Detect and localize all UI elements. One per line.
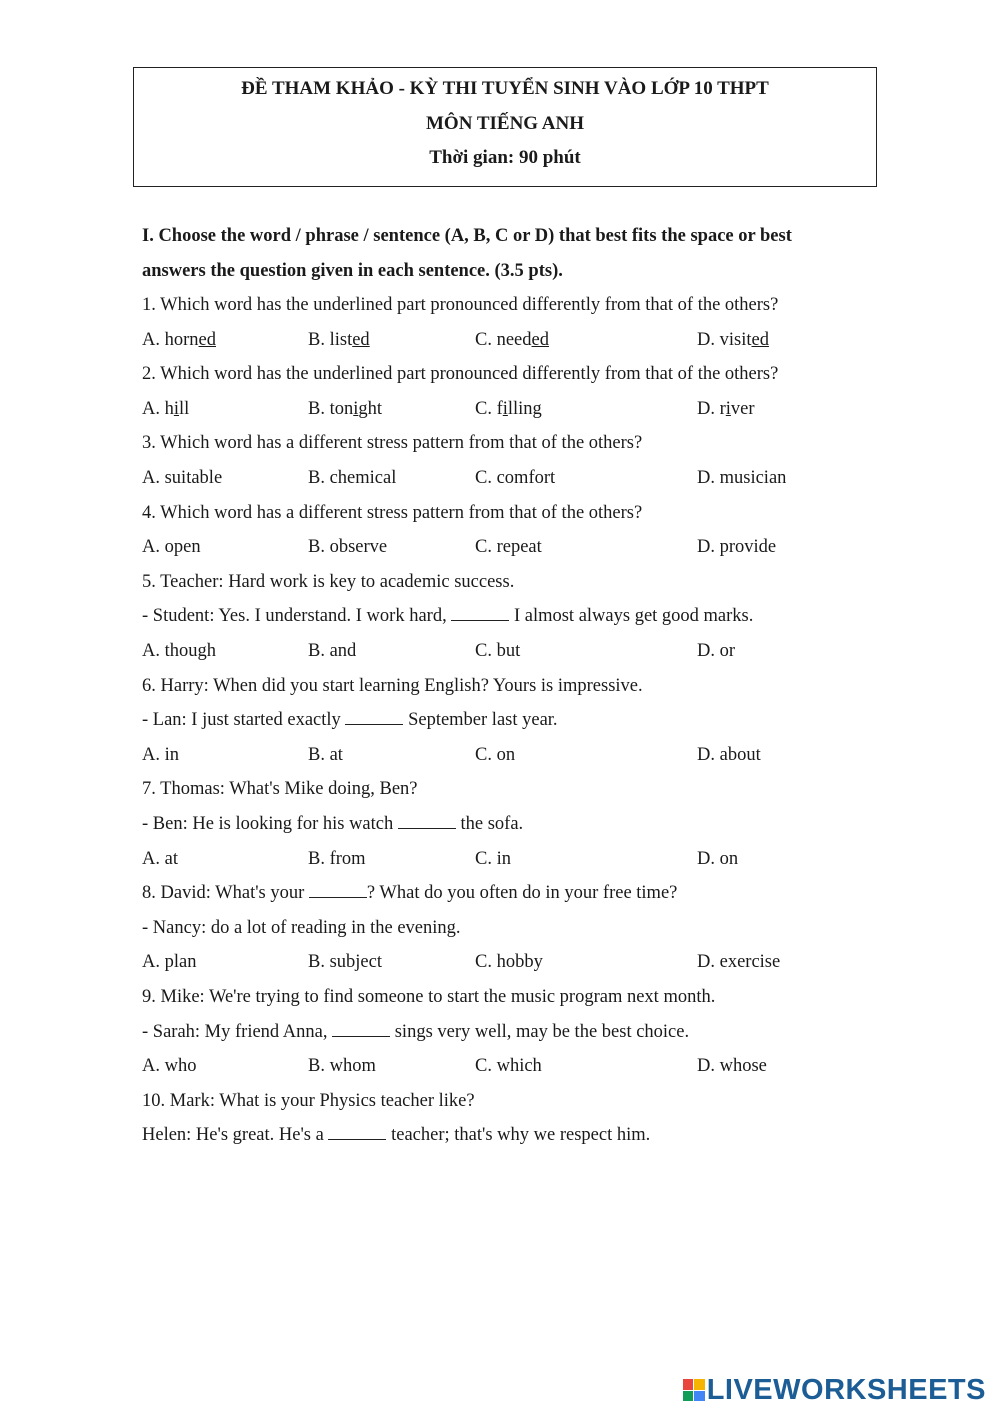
- dialogue-text: Helen: He's great. He's a: [142, 1125, 329, 1146]
- answer-option[interactable]: [697, 849, 738, 870]
- question-text-part: ? What do you often do in your free time?: [366, 883, 678, 904]
- option-text: D. provide: [697, 537, 777, 558]
- dialogue-line: [142, 1125, 650, 1146]
- answer-option[interactable]: [308, 952, 382, 973]
- option-text: A. in: [142, 744, 179, 765]
- option-text: A. horn: [142, 329, 199, 350]
- option-text: C. repeat: [475, 537, 542, 558]
- option-text: C. need: [475, 329, 532, 350]
- option-text: C. comfort: [475, 468, 556, 488]
- option-text: D. r: [697, 398, 726, 419]
- answer-option[interactable]: [697, 537, 776, 558]
- answer-option[interactable]: [475, 399, 542, 420]
- question-text: 5. Teacher: Hard work is key to academic success.: [142, 571, 515, 592]
- underlined-part: i: [725, 398, 731, 419]
- option-text: ll: [179, 398, 190, 419]
- underlined-part: ed: [751, 329, 769, 350]
- dialogue-text: - Sarah: My friend Anna,: [142, 1021, 333, 1042]
- exam-title: ĐỀ THAM KHẢO - KỲ THI TUYỂN SINH VÀO LỚP 10 THPT: [241, 78, 769, 99]
- answer-option[interactable]: [308, 399, 382, 420]
- answer-option[interactable]: [475, 1056, 542, 1077]
- answer-option[interactable]: [142, 849, 178, 870]
- option-text: B. at: [308, 744, 343, 765]
- answer-option[interactable]: [475, 468, 555, 489]
- dialogue-text: - Student: Yes. I understand. I work hard,: [142, 606, 452, 627]
- answer-option[interactable]: [308, 849, 366, 870]
- section-title-line1: I. Choose the word / phrase / sentence (A, B, C or D) that best fits the space or best: [142, 226, 792, 246]
- option-text: lling: [507, 398, 542, 419]
- option-text: B. observe: [308, 537, 388, 558]
- dialogue-text: I almost always get good marks.: [509, 606, 754, 627]
- answer-option[interactable]: [142, 399, 189, 420]
- dialogue-line: [142, 814, 523, 835]
- option-text: ght: [358, 398, 383, 419]
- dialogue-text: - Lan: I just started exactly: [142, 710, 346, 731]
- option-text: D. or: [697, 641, 736, 661]
- answer-option[interactable]: [142, 330, 216, 351]
- option-text: A. plan: [142, 952, 197, 973]
- dialogue-line: [142, 1022, 689, 1043]
- answer-option[interactable]: [142, 952, 196, 973]
- option-text: B. ton: [308, 398, 354, 419]
- exam-subject: MÔN TIẾNG ANH: [425, 113, 584, 134]
- question-text: [142, 883, 677, 904]
- answer-option[interactable]: [308, 745, 343, 766]
- underlined-part: i: [502, 398, 508, 419]
- logo-text: LIVEWORKSHEETS: [706, 1373, 986, 1406]
- dialogue-line: - Nancy: do a lot of reading in the evening.: [142, 917, 461, 938]
- answer-option[interactable]: [142, 641, 216, 662]
- option-text: A. who: [142, 1056, 197, 1077]
- question-text: 2. Which word has the underlined part pronounced differently from that of the others?: [142, 364, 779, 385]
- answer-blank[interactable]: [328, 1125, 386, 1140]
- underlined-part: ed: [198, 329, 216, 350]
- dialogue-text: the sofa.: [455, 814, 524, 834]
- dialogue-line: [142, 606, 753, 627]
- liveworksheets-logo-icon: [683, 1379, 705, 1401]
- option-text: C. in: [475, 848, 511, 869]
- answer-option[interactable]: [142, 1056, 196, 1077]
- option-text: B. from: [308, 848, 366, 869]
- answer-option[interactable]: [475, 952, 543, 973]
- dialogue-text: teacher; that's why we respect him.: [386, 1125, 651, 1146]
- answer-option[interactable]: [475, 330, 549, 351]
- dialogue-text: sings very well, may be the best choice.: [390, 1021, 690, 1042]
- answer-blank[interactable]: [398, 814, 456, 829]
- dialogue-text: September last year.: [403, 710, 558, 731]
- option-text: A. though: [142, 641, 216, 661]
- option-text: D. whose: [697, 1056, 767, 1077]
- option-text: D. on: [697, 848, 739, 869]
- option-text: ver: [730, 398, 755, 419]
- option-text: B. and: [308, 641, 357, 661]
- option-text: D. exercise: [697, 952, 781, 973]
- dialogue-text: - Ben: He is looking for his watch: [142, 814, 398, 834]
- question-text: 3. Which word has a different stress pattern from that of the others?: [142, 433, 643, 454]
- underlined-part: i: [173, 398, 180, 419]
- answer-option[interactable]: [142, 537, 201, 558]
- answer-option[interactable]: [697, 399, 755, 420]
- option-text: C. f: [475, 398, 503, 419]
- option-text: D. musician: [697, 468, 787, 488]
- option-text: B. whom: [308, 1056, 376, 1077]
- answer-option[interactable]: [142, 745, 179, 766]
- answer-option[interactable]: [697, 468, 786, 489]
- option-text: C. hobby: [475, 952, 543, 973]
- answer-option[interactable]: [142, 468, 222, 489]
- option-text: C. which: [475, 1056, 542, 1077]
- answer-option[interactable]: [475, 641, 520, 662]
- liveworksheets-logo: [683, 1374, 986, 1406]
- answer-option[interactable]: [475, 745, 515, 766]
- answer-option[interactable]: [697, 745, 761, 766]
- option-text: C. but: [475, 641, 521, 661]
- question-text: 6. Harry: When did you start learning English? Yours is impressive.: [142, 675, 643, 696]
- answer-option[interactable]: [475, 849, 511, 870]
- option-text: A. h: [142, 398, 174, 419]
- question-text: 9. Mike: We're trying to find someone to start the music program next month.: [142, 987, 716, 1007]
- question-text: 4. Which word has a different stress pattern from that of the others?: [142, 502, 643, 523]
- answer-option[interactable]: [697, 330, 769, 351]
- answer-blank[interactable]: [345, 710, 403, 725]
- option-text: D. visit: [697, 329, 752, 350]
- answer-option[interactable]: [308, 468, 396, 489]
- exam-duration: Thời gian: 90 phút: [429, 147, 581, 168]
- option-text: A. open: [142, 537, 201, 558]
- option-text: C. on: [475, 744, 516, 765]
- answer-option[interactable]: [308, 641, 356, 662]
- option-text: B. subject: [308, 952, 382, 973]
- underlined-part: ed: [531, 329, 549, 350]
- option-text: D. about: [697, 744, 761, 765]
- option-text: B. list: [308, 329, 353, 350]
- underlined-part: ed: [352, 329, 370, 350]
- question-text: 1. Which word has the underlined part pronounced differently from that of the others?: [142, 295, 779, 315]
- answer-option[interactable]: [308, 330, 370, 351]
- answer-option[interactable]: [475, 537, 542, 558]
- underlined-part: i: [353, 398, 359, 419]
- answer-option[interactable]: [697, 952, 780, 973]
- question-text: 10. Mark: What is your Physics teacher like?: [142, 1090, 475, 1111]
- exam-header-box: [133, 67, 877, 187]
- answer-option[interactable]: [308, 537, 387, 558]
- answer-option[interactable]: [697, 641, 735, 662]
- answer-blank[interactable]: [309, 883, 367, 898]
- section-title-line2: answers the question given in each sentence. (3.5 pts).: [142, 261, 563, 281]
- answer-option[interactable]: [697, 1056, 767, 1077]
- option-text: A. suitable: [142, 468, 223, 488]
- option-text: B. chemical: [308, 468, 397, 488]
- question-text-part: 8. David: What's your: [142, 883, 309, 904]
- option-text: A. at: [142, 848, 178, 869]
- answer-blank[interactable]: [451, 606, 509, 621]
- answer-option[interactable]: [308, 1056, 376, 1077]
- dialogue-line: [142, 710, 558, 731]
- question-text: 7. Thomas: What's Mike doing, Ben?: [142, 779, 418, 800]
- answer-blank[interactable]: [332, 1022, 390, 1037]
